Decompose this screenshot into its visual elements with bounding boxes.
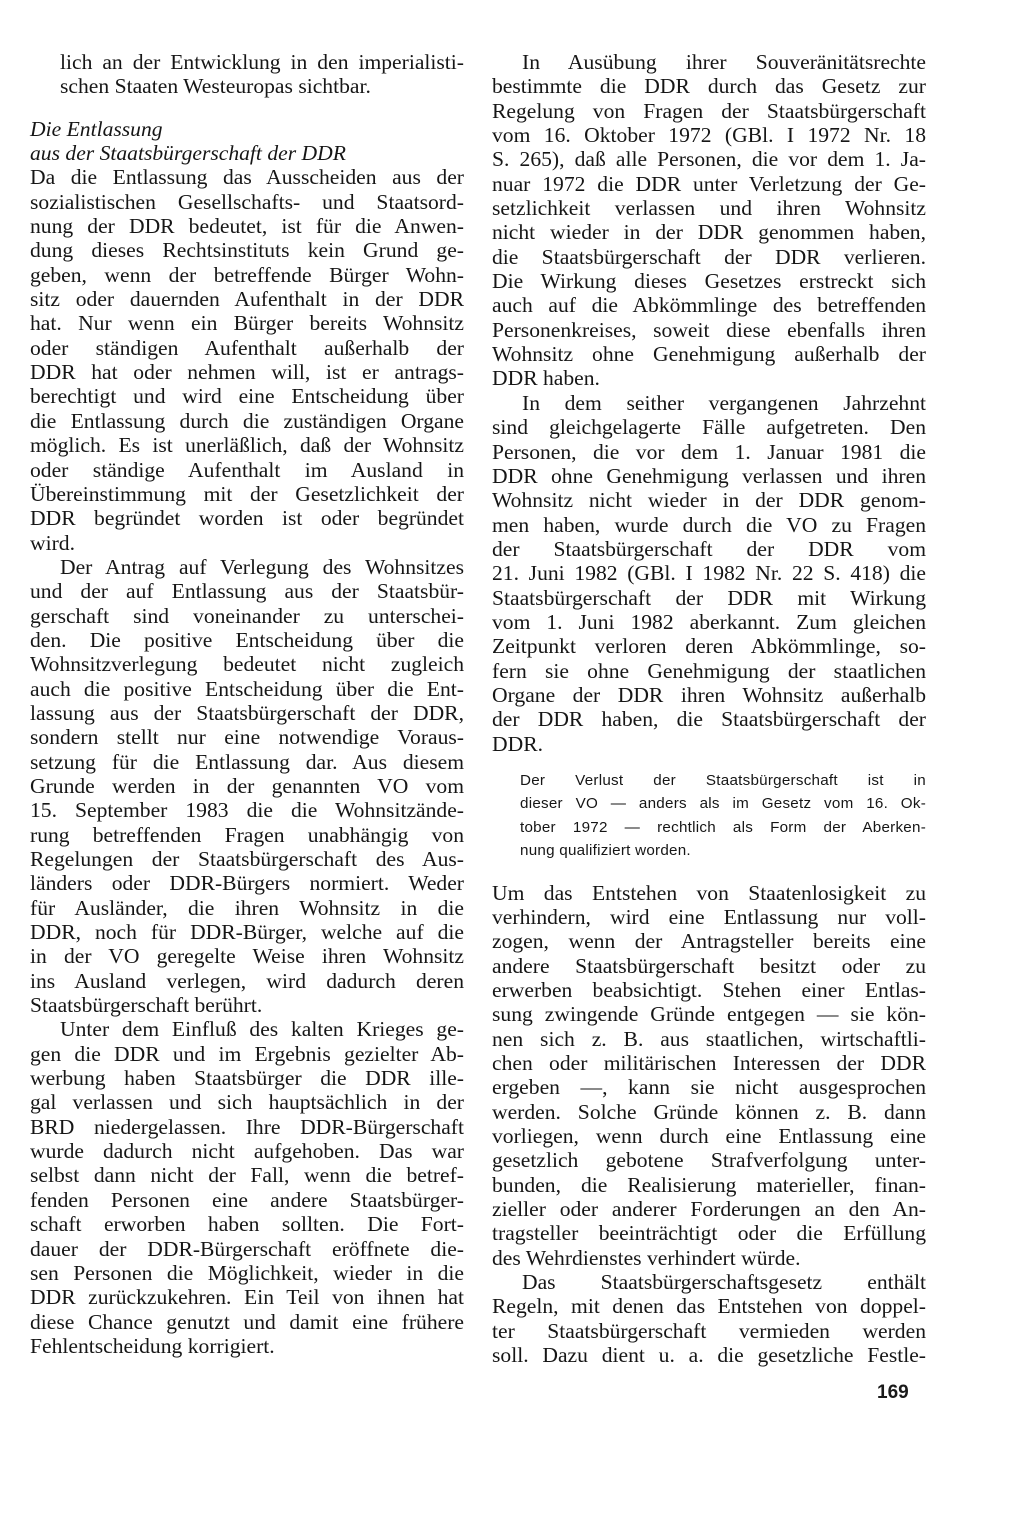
- paragraph: [30, 1017, 464, 1358]
- text-line: tragsteller beeinträchtigt oder die Erfüllung: [492, 1221, 926, 1246]
- left-column: [30, 50, 464, 1358]
- text-line: hat. Nur wenn ein Bürger bereits Wohnsitz: [30, 311, 464, 336]
- text-line: für Ausländer, die ihren Wohnsitz in die: [30, 895, 464, 920]
- text-line: diese Chance genutzt und damit eine frühere: [30, 1309, 464, 1334]
- text-line: Staatsbürgerschaft berührt.: [30, 993, 263, 1018]
- text-line: sozialistischen Gesellschafts- und Staatsord-: [30, 189, 464, 214]
- text-line: nen sich z. B. aus staatlichen, wirtschaftli-: [492, 1026, 926, 1051]
- text-line: Grunde werden in der genannten VO vom: [30, 773, 464, 798]
- text-line: sen Personen die Möglichkeit, wieder in die: [30, 1260, 464, 1285]
- intro-text: [30, 50, 464, 99]
- text-line: in der VO geregelte Weise ihren Wohnsitz: [30, 944, 464, 969]
- text-line: möglich. Es ist unerläßlich, daß der Wohnsitz: [30, 433, 464, 458]
- text-line: setzlichkeit verlassen und ihren Wohnsitz: [492, 196, 926, 221]
- text-line: Der Antrag auf Verlegung des Wohnsitzes: [60, 554, 464, 579]
- text-line: der DDR haben, die Staatsbürgerschaft der: [492, 707, 926, 732]
- text-line: vorliegen, wenn durch eine Entlassung eine: [492, 1123, 926, 1148]
- text-line: nung der DDR bedeutet, ist für die Anwen-: [30, 214, 464, 239]
- text-line: sung zwingende Gründe entgegen — sie kön-: [492, 1002, 926, 1027]
- text-line: dauer der DDR-Bürgerschaft eröffnete die-: [30, 1236, 464, 1261]
- text-line: chen oder militärischen Interessen der DDR: [492, 1050, 926, 1075]
- text-line: DDR.: [492, 731, 543, 756]
- text-line: men haben, wurde durch die VO zu Fragen: [492, 512, 926, 537]
- note-line: tober 1972 — rechtlich als Form der Aberken-: [520, 818, 926, 836]
- text-line: DDR begründet worden ist oder begründet: [30, 506, 464, 531]
- text-line: DDR zurückzukehren. Ein Teil von ihnen hat: [30, 1285, 464, 1310]
- right-column: [492, 50, 926, 1367]
- text-line: vom 1. Juni 1982 aberkannt. Zum gleichen: [492, 609, 926, 634]
- note-line: dieser VO — anders als im Gesetz vom 16. Ok-: [520, 795, 926, 813]
- text-line: länders oder DDR-Bürgers normiert. Weder: [30, 871, 464, 896]
- text-line: Die Wirkung dieses Gesetzes erstreckt sich: [492, 269, 926, 294]
- text-line: BRD niedergelassen. Ihre DDR-Bürgerschaft: [30, 1114, 464, 1139]
- text-line: nuar 1972 die DDR unter Verletzung der Ge-: [492, 171, 926, 196]
- text-line: In dem seither vergangenen Jahrzehnt: [522, 390, 926, 415]
- section-heading: [30, 117, 464, 166]
- text-line: gen die DDR und im Ergebnis gezielter Ab-: [30, 1041, 464, 1066]
- text-line: berechtigt und wird eine Entscheidung über: [30, 384, 464, 409]
- text-line: sitz oder dauernden Aufenthalt in der DDR: [30, 287, 464, 312]
- text-line: Wohnsitz ohne Genehmigung außerhalb der: [492, 342, 926, 367]
- text-line: Um das Entstehen von Staatenlosigkeit zu: [492, 880, 926, 905]
- text-line: auch die positive Entscheidung über die Ent-: [30, 676, 464, 701]
- text-line: zogen, wenn der Antragsteller bereits eine: [492, 929, 926, 954]
- note-line: nung qualifiziert worden.: [520, 842, 691, 860]
- text-line: Regeln, mit denen das Entstehen von doppel-: [492, 1294, 926, 1319]
- text-line: lich an der Entwicklung in den imperialisti-: [60, 50, 464, 74]
- text-line: fern sie ohne Genehmigung der staatlichen: [492, 658, 926, 683]
- text-line: ins Ausland verlegen, wird dadurch deren: [30, 968, 464, 993]
- text-line: erwerben beabsichtigt. Stehen einer Entlas-: [492, 977, 926, 1002]
- text-line: sind gleichgelagerte Fälle aufgetreten. Den: [492, 415, 926, 440]
- text-line: Übereinstimmung mit der Gesetzlichkeit der: [30, 481, 464, 506]
- text-line: S. 265), daß alle Personen, die vor dem 1. Ja-: [492, 147, 926, 172]
- text-line: lassung aus der Staatsbürgerschaft der DDR,: [30, 700, 464, 725]
- text-line: Personenkreises, soweit diese ebenfalls ihren: [492, 317, 926, 342]
- text-line: bunden, die Realisierung materieller, finan-: [492, 1172, 926, 1197]
- paragraph: [30, 165, 464, 555]
- text-line: 15. September 1983 die die Wohnsitzände-: [30, 798, 464, 823]
- text-line: nicht wieder in der DDR genommen haben,: [492, 220, 926, 245]
- text-line: zieller oder anderer Forderungen an den An-: [492, 1197, 926, 1221]
- text-line: verhindern, wird eine Entlassung nur voll-: [492, 904, 926, 929]
- text-line: Organe der DDR ihren Wohnsitz außerhalb: [492, 682, 926, 707]
- text-line: Personen, die vor dem 1. Januar 1981 die: [492, 439, 926, 464]
- text-line: Regelungen der Staatsbürgerschaft des Aus-: [30, 847, 464, 871]
- text-line: DDR ohne Genehmigung verlassen und ihren: [492, 463, 926, 488]
- text-line: andere Staatsbürgerschaft besitzt oder zu: [492, 953, 926, 978]
- text-line: dung dieses Rechtsinstituts kein Grund ge-: [30, 238, 464, 263]
- text-line: Staatsbürgerschaft der DDR mit Wirkung: [492, 585, 926, 610]
- paragraph: [492, 1270, 926, 1367]
- note-line: Der Verlust der Staatsbürgerschaft ist in: [520, 771, 926, 789]
- heading-line: aus der Staatsbürgerschaft der DDR: [30, 141, 346, 166]
- page-number: 169: [877, 1382, 909, 1403]
- text-line: soll. Dazu dient u. a. die gesetzliche Festle-: [492, 1343, 926, 1368]
- text-line: gerschaft sind voneinander zu unterschei-: [30, 603, 464, 628]
- text-line: die Staatsbürgerschaft der DDR verlieren.: [492, 244, 926, 269]
- text-line: wurde dadurch nicht aufgehoben. Das war: [30, 1139, 464, 1164]
- paragraph: [492, 881, 926, 1271]
- text-line: den. Die positive Entscheidung über die: [30, 627, 464, 652]
- text-line: Das Staatsbürgerschaftsgesetz enthält: [522, 1270, 926, 1295]
- text-line: Regelung von Fragen der Staatsbürgerschaft: [492, 98, 926, 123]
- text-line: ergeben —, kann sie nicht ausgesprochen: [492, 1075, 926, 1100]
- text-line: schen Staaten Westeuropas sichtbar.: [60, 74, 371, 99]
- text-line: sondern stellt nur eine notwendige Voraus-: [30, 725, 464, 750]
- text-line: gal verlassen und sich hauptsächlich in der: [30, 1090, 464, 1115]
- text-line: Fehlentscheidung korrigiert.: [30, 1333, 275, 1358]
- text-line: Wohnsitz nicht wieder in der DDR genom-: [492, 488, 926, 513]
- text-line: des Wehrdienstes verhindert würde.: [492, 1245, 801, 1270]
- heading-line: Die Entlassung: [30, 116, 163, 141]
- text-line: geben, wenn der betreffende Bürger Wohn-: [30, 262, 464, 287]
- paragraph: [492, 50, 926, 391]
- text-line: Unter dem Einfluß des kalten Krieges ge-: [60, 1017, 464, 1042]
- text-line: DDR hat oder nehmen will, ist er antrags-: [30, 360, 464, 385]
- note-block: [492, 769, 926, 863]
- paragraph: [492, 391, 926, 756]
- text-line: werbung haben Staatsbürger die DDR ille-: [30, 1066, 464, 1091]
- text-line: selbst dann nicht der Fall, wenn die betref-: [30, 1163, 464, 1188]
- text-line: die Entlassung durch die zuständigen Organe: [30, 408, 464, 433]
- text-line: DDR haben.: [492, 366, 600, 391]
- text-line: Zeitpunkt verloren deren Abkömmlinge, so-: [492, 634, 926, 659]
- text-line: In Ausübung ihrer Souveränitätsrechte: [522, 50, 926, 74]
- text-line: schaft erworben haben sollten. Die Fort-: [30, 1212, 464, 1237]
- text-line: oder ständige Aufenthalt im Ausland in: [30, 457, 464, 482]
- text-line: der Staatsbürgerschaft der DDR vom: [492, 536, 926, 561]
- text-line: DDR, noch für DDR-Bürger, welche auf die: [30, 920, 464, 945]
- text-line: Da die Entlassung das Ausscheiden aus der: [30, 165, 464, 190]
- text-line: werden. Solche Gründe können z. B. dann: [492, 1099, 926, 1124]
- text-line: auch auf die Abkömmlinge des betreffenden: [492, 293, 926, 318]
- text-line: gesetzlich gebotene Strafverfolgung unter-: [492, 1148, 926, 1173]
- text-line: 21. Juni 1982 (GBl. I 1982 Nr. 22 S. 418) die: [492, 561, 926, 586]
- text-line: setzung für die Entlassung dar. Aus diesem: [30, 749, 464, 774]
- text-line: wird.: [30, 530, 75, 555]
- text-line: Wohnsitzverlegung bedeutet nicht zugleich: [30, 652, 464, 677]
- text-line: vom 16. Oktober 1972 (GBl. I 1972 Nr. 18: [492, 123, 926, 148]
- text-line: ter Staatsbürgerschaft vermieden werden: [492, 1318, 926, 1343]
- text-line: fenden Personen eine andere Staatsbürger-: [30, 1187, 464, 1212]
- text-line: bestimmte die DDR durch das Gesetz zur: [492, 74, 926, 99]
- paragraph: [30, 555, 464, 1018]
- text-line: oder ständigen Aufenthalt außerhalb der: [30, 335, 464, 360]
- text-line: und der auf Entlassung aus der Staatsbür-: [30, 579, 464, 604]
- text-line: rung betreffenden Fragen unabhängig von: [30, 822, 464, 847]
